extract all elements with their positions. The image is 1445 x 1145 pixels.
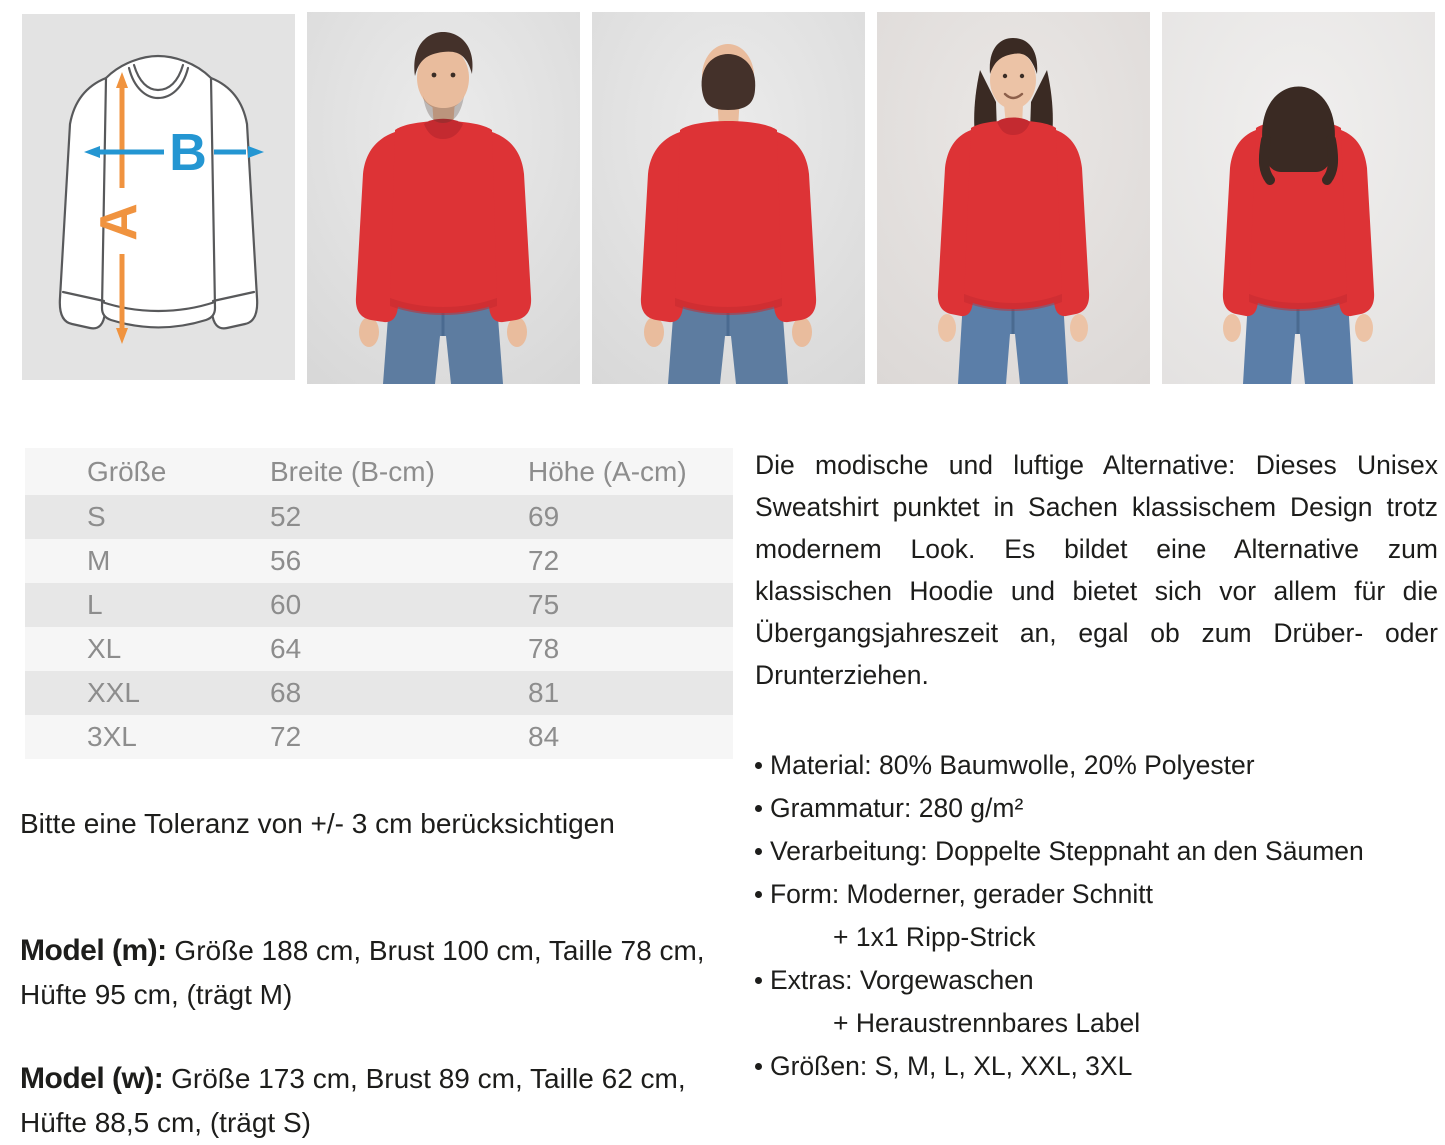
table-row	[25, 539, 733, 583]
bullet-dot	[755, 873, 770, 916]
feature-item-groessen	[755, 1045, 1445, 1088]
feature-text: Grammatur: 280 g/m²	[770, 793, 1024, 823]
col-header-hoehe: Höhe (A-cm)	[528, 455, 687, 487]
label-b: B	[169, 124, 207, 182]
model-w-info	[20, 1057, 725, 1145]
tolerance-note: Bitte eine Toleranz von +/- 3 cm berücksichtigen	[20, 808, 615, 839]
col-header-groesse: Größe	[87, 455, 167, 487]
bullet-dot	[755, 959, 770, 1002]
cell-breite: 52	[270, 501, 302, 532]
label-a: A	[90, 203, 148, 241]
woman-back-illustration	[1162, 12, 1435, 384]
bullet-dot	[755, 787, 770, 830]
feature-item-extras	[755, 959, 1445, 1002]
size-diagram-panel	[22, 12, 295, 384]
table-row	[25, 495, 733, 539]
cell-breite: 72	[270, 721, 302, 752]
cell-size: M	[87, 545, 111, 576]
cell-hoehe: 69	[528, 501, 560, 532]
table-row	[25, 583, 733, 627]
cell-hoehe: 84	[528, 721, 560, 752]
feature-text: Verarbeitung: Doppelte Steppnaht an den Säumen	[770, 836, 1364, 866]
cell-size: L	[87, 589, 103, 620]
photo-woman-front	[877, 12, 1150, 384]
model-m-label: Model (m):	[20, 934, 167, 967]
model-w-measurements: Größe 173 cm, Brust 89 cm, Taille 62 cm, Hüfte 88,5 cm, (trägt S)	[20, 1063, 686, 1138]
feature-text: Form: Moderner, gerader Schnitt	[770, 879, 1153, 909]
feature-item-form-cont: + 1x1 Ripp-Strick	[833, 922, 1036, 952]
table-row	[25, 627, 733, 671]
photo-man-front	[307, 12, 580, 384]
cell-hoehe: 75	[528, 589, 560, 620]
feature-item-grammatur	[755, 787, 1445, 830]
cell-hoehe: 78	[528, 633, 560, 664]
cell-breite: 64	[270, 633, 302, 664]
photo-man-back	[592, 12, 865, 384]
model-m-info	[20, 929, 725, 1017]
feature-list	[755, 744, 1445, 1088]
product-description: Die modische und luftige Alternative: Dieses Unisex Sweatshirt punktet in Sachen klassischem Design trotz modernem Look. Es bildet eine Alternative zum klassischen Hoodie und bietet sich vor allem für die Übergangsjahreszeit an, egal ob zum Drüber- oder Drunterziehen.	[755, 450, 1438, 690]
size-table	[25, 448, 733, 759]
table-row	[25, 715, 733, 759]
col-header-breite: Breite (B-cm)	[270, 455, 435, 487]
sweatshirt-measurement-sketch	[22, 12, 295, 384]
feature-text: Material: 80% Baumwolle, 20% Polyester	[770, 750, 1255, 780]
cell-breite: 68	[270, 677, 302, 708]
photo-woman-back	[1162, 12, 1435, 384]
cell-size: XXL	[87, 677, 140, 708]
feature-text: Größen: S, M, L, XL, XXL, 3XL	[770, 1051, 1133, 1081]
feature-item-extras-cont: + Heraustrennbares Label	[833, 1008, 1141, 1038]
table-row	[25, 671, 733, 715]
bullet-dot	[755, 830, 770, 873]
cell-size: S	[87, 501, 106, 532]
man-front-illustration	[307, 12, 580, 384]
model-w-label: Model (w):	[20, 1062, 164, 1095]
man-back-illustration	[592, 12, 865, 384]
bullet-dot	[755, 1045, 770, 1088]
feature-text: Extras: Vorgewaschen	[770, 965, 1034, 995]
cell-hoehe: 81	[528, 677, 560, 708]
bullet-dot	[755, 744, 770, 787]
cell-breite: 60	[270, 589, 302, 620]
product-gallery	[22, 12, 1435, 384]
cell-size: 3XL	[87, 721, 137, 752]
size-table-header	[25, 448, 733, 495]
model-m-measurements: Größe 188 cm, Brust 100 cm, Taille 78 cm, Hüfte 95 cm, (trägt M)	[20, 935, 705, 1010]
cell-breite: 56	[270, 545, 302, 576]
feature-item-verarbeitung	[755, 830, 1445, 873]
feature-item-form	[755, 873, 1445, 916]
cell-hoehe: 72	[528, 545, 560, 576]
feature-item-material	[755, 744, 1445, 787]
woman-front-illustration	[877, 12, 1150, 384]
cell-size: XL	[87, 633, 122, 664]
